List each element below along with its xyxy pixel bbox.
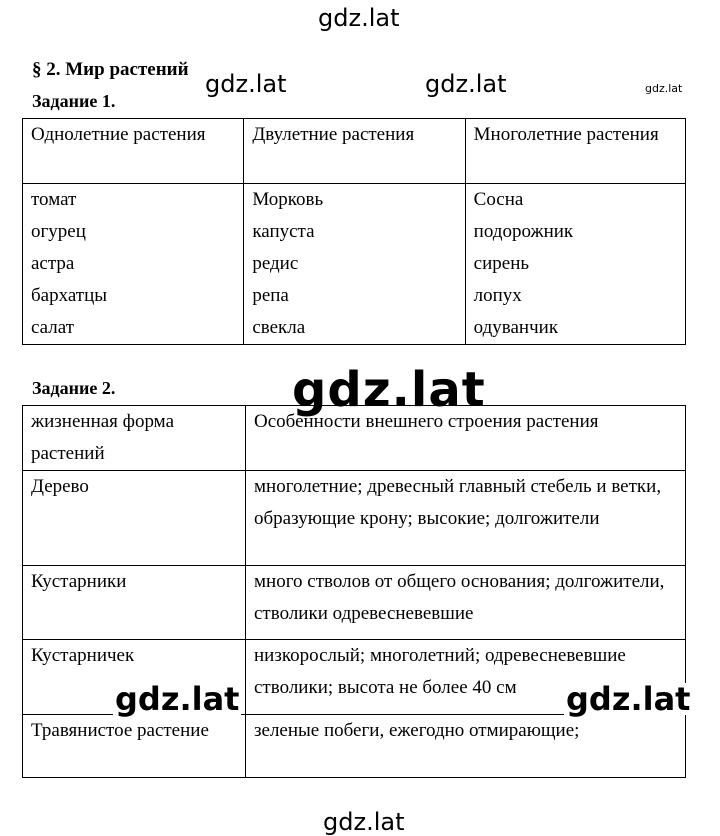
watermark-middle-left: gdz.lat	[205, 70, 287, 98]
list-item: Морковь	[252, 189, 324, 210]
table-header-row	[23, 406, 686, 471]
header-annual: Однолетние растения	[23, 119, 244, 184]
section-title: § 2. Мир растений	[32, 59, 189, 80]
watermark-right: gdz.lat	[566, 680, 691, 718]
list-item: свекла	[252, 317, 306, 338]
list-item: одуванчик	[473, 317, 559, 338]
watermark-middle-right: gdz.lat	[425, 70, 507, 98]
annual-plants-cell	[23, 184, 244, 345]
watermark-bottom: gdz.lat	[323, 808, 405, 836]
table-row	[23, 471, 686, 566]
life-form-cell: Травянистое растение	[23, 715, 246, 778]
table-row	[23, 184, 686, 345]
life-form-cell: Дерево	[23, 471, 246, 566]
biennial-plants-cell	[244, 184, 465, 345]
list-item: огурец	[31, 221, 86, 242]
features-cell: зеленые побеги, ежегодно отмирающие;	[246, 715, 686, 778]
features-cell: низкорослый; многолетний; одревесневевшие стволики; высота не более 40 см	[246, 640, 686, 715]
table-row	[23, 566, 686, 640]
life-form-cell: Кустарники	[23, 566, 246, 640]
list-item: редис	[252, 253, 299, 274]
list-item: астра	[31, 253, 75, 274]
table-row	[23, 715, 686, 778]
life-form-cell: Кустарничек	[23, 640, 246, 715]
features-cell: много стволов от общего основания; долгожители, стволики одревесневевшие	[246, 566, 686, 640]
watermark-left: gdz.lat	[115, 680, 240, 718]
perennial-plants-cell	[465, 184, 685, 345]
features-cell: многолетние; древесный главный стебель и ветки, образующие крону; высокие; долгожители	[246, 471, 686, 566]
watermark-top: gdz.lat	[318, 4, 400, 32]
watermark-large: gdz.lat	[292, 362, 486, 418]
task1-table	[22, 118, 686, 345]
watermark-small: gdz.lat	[645, 82, 683, 95]
list-item: сирень	[473, 253, 530, 274]
list-item: Сосна	[473, 189, 524, 210]
table-header-row	[23, 119, 686, 184]
list-item: томат	[31, 189, 77, 210]
task2-table	[22, 405, 686, 778]
list-item: салат	[31, 317, 74, 338]
task2-title: Задание 2.	[32, 378, 116, 398]
header-life-form: жизненная форма растений	[23, 406, 246, 471]
list-item: капуста	[252, 221, 315, 242]
header-perennial: Многолетние растения	[465, 119, 685, 184]
list-item: подорожник	[473, 221, 574, 242]
header-features: Особенности внешнего строения растения	[246, 406, 686, 471]
list-item: лопух	[473, 285, 522, 306]
list-item: бархатцы	[31, 285, 108, 306]
list-item: репа	[252, 285, 289, 306]
header-biennial: Двулетние растения	[244, 119, 465, 184]
task1-title: Задание 1.	[32, 91, 116, 111]
